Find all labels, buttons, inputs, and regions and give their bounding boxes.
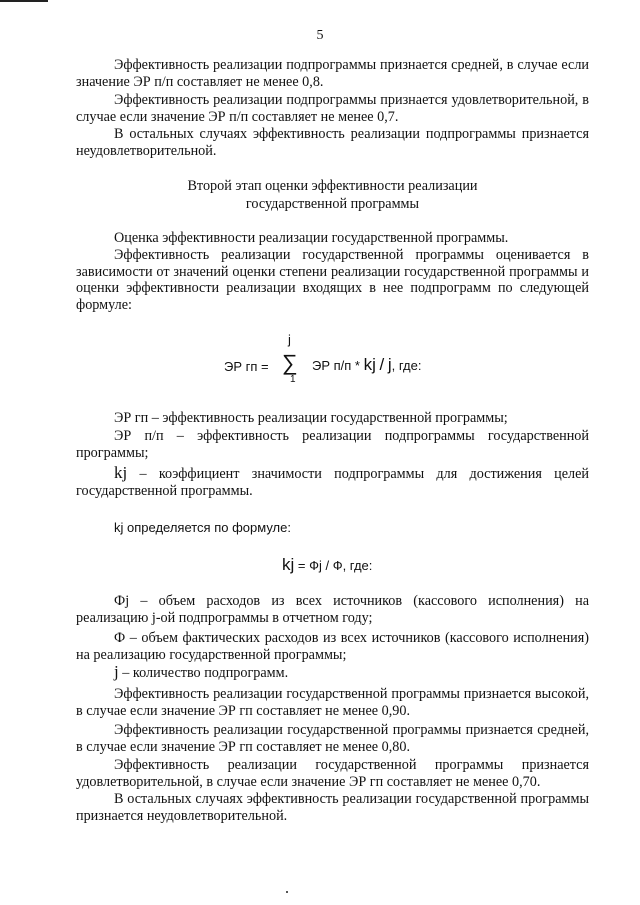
paragraph-program-high: Эффективность реализации государственной программы признается высокой, в случае если значение ЭР гп составляет не менее 0,90. <box>76 686 589 719</box>
formula-er-gp <box>224 332 464 390</box>
definition-fj: Фj – объем расходов из всех источников (кассового исполнения) на реализацию j-ой подпрограммы в отчетном году; <box>76 593 589 626</box>
definition-j <box>76 664 589 682</box>
formula-sum-lower-limit: 1 <box>290 374 296 385</box>
formula-term: ЭР п/п * <box>312 358 360 373</box>
page-number: 5 <box>316 28 324 43</box>
definition-er-pp: ЭР п/п – эффективность реализации подпрограммы государственной программы; <box>76 428 589 461</box>
formula-kj-symbol: kj <box>282 555 295 574</box>
formula-kj: kj <box>363 355 376 374</box>
section-heading <box>76 177 589 213</box>
definition-j-symbol: j <box>114 662 119 681</box>
definition-f: Ф – объем фактических расходов из всех источников (кассового исполнения) на реализацию государственной программы; <box>76 630 589 663</box>
definition-kj-text: – коэффициент значимости подпрограммы для достижения целей государственной программы. <box>76 466 589 499</box>
formula-kj-rest: = Фj / Ф, где: <box>294 558 373 573</box>
formula-er-gp-left: ЭР гп = <box>224 359 269 374</box>
kj-intro: kj определяется по формуле: <box>114 520 291 535</box>
paragraph-subprogram-unsatisfactory: В остальных случаях эффективность реализации подпрограммы признается неудовлетворительной. <box>76 126 589 159</box>
paragraph-program-satisfactory: Эффективность реализации государственной программы признается удовлетворительной, в случае если значение ЭР гп составляет не менее 0,70. <box>76 757 589 790</box>
formula-sum-upper-limit: j <box>288 332 291 347</box>
formula-kj <box>282 555 372 575</box>
scan-speck <box>286 891 288 893</box>
formula-er-gp-right <box>312 355 421 375</box>
paragraph-program-unsatisfactory: В остальных случаях эффективность реализации государственной программы признается неудовлетворительной. <box>76 791 589 824</box>
paragraph-subprogram-average: Эффективность реализации подпрограммы признается средней, в случае если значение ЭР п/п составляет не менее 0,8. <box>76 57 589 90</box>
paragraph-program-average: Эффективность реализации государственной программы признается средней, в случае если значение ЭР гп составляет не менее 0,80. <box>76 722 589 755</box>
paragraph-assessment-description: Эффективность реализации государственной программы оценивается в зависимости от значений оценки степени реализации государственной программы и оценки эффективности реализации входящих в нее подпрограмм по следующей формуле: <box>76 247 589 313</box>
sum-symbol: ∑ <box>282 350 298 375</box>
formula-div: / <box>379 355 385 374</box>
formula-j: j <box>387 355 392 374</box>
paragraph-assessment-title: Оценка эффективности реализации государственной программы. <box>114 230 509 246</box>
section-heading-line2: государственной программы <box>245 196 420 212</box>
definition-kj-symbol: kj <box>114 463 128 482</box>
section-heading-line1: Второй этап оценки эффективности реализации <box>187 178 478 194</box>
definition-er-gp: ЭР гп – эффективность реализации государственной программы; <box>114 410 508 426</box>
definition-kj <box>76 465 589 499</box>
definition-j-text: – количество подпрограмм. <box>118 665 289 681</box>
paragraph-subprogram-satisfactory: Эффективность реализации подпрограммы признается удовлетворительной, в случае если значение ЭР п/п составляет не менее 0,7. <box>76 92 589 125</box>
scan-edge-line <box>0 0 48 2</box>
formula-tail: , где: <box>391 358 422 373</box>
